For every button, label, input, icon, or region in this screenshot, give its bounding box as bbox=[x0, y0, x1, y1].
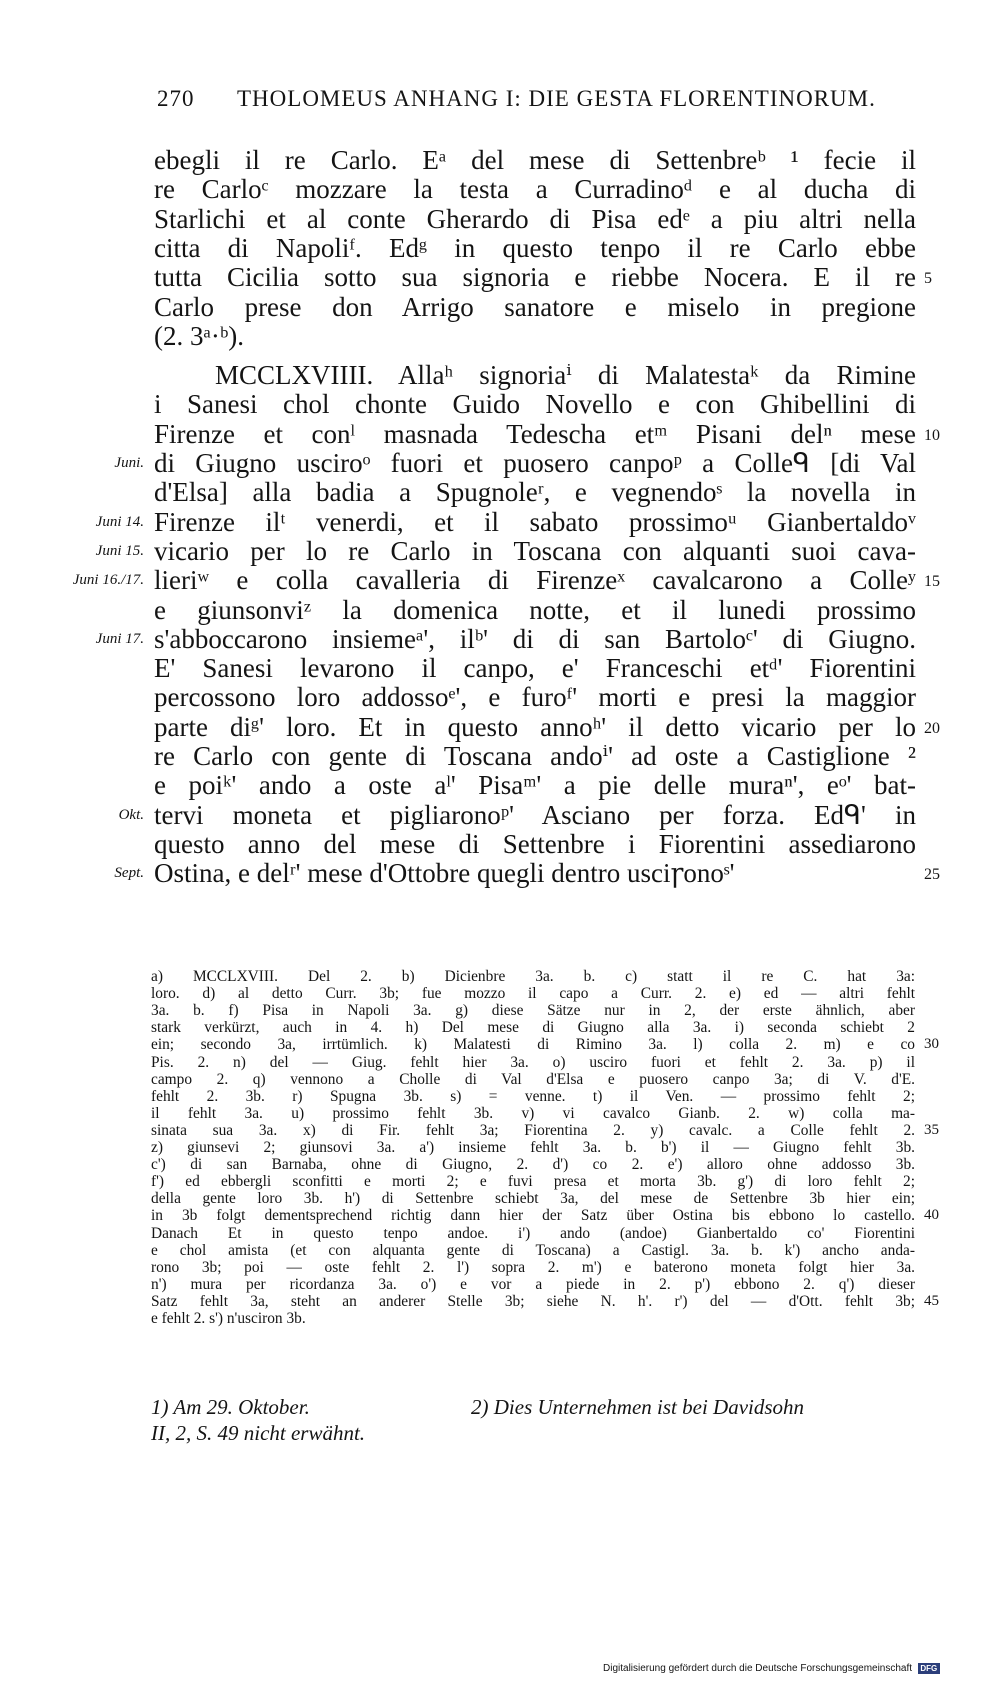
text-line: Firenze ilᵗ venerdi, et il sabato prossimoᵘ Gianbertaldoᵛ bbox=[154, 507, 916, 537]
margin-date-note: Okt. bbox=[118, 807, 144, 823]
text-line: vicario per lo re Carlo in Toscana con alquanti suoi cava- bbox=[154, 536, 916, 566]
line-number: 15 bbox=[924, 573, 940, 590]
text-line: d'Elsa] alla badia a Spugnoleʳ, e vegnendoˢ la novella in bbox=[154, 477, 916, 507]
text-line: e giunsonviᶻ la domenica notte, et il lunedi prossimo bbox=[154, 595, 916, 625]
apparatus-line: e fehlt 2. s') n'usciron 3b. bbox=[151, 1310, 306, 1327]
margin-date-note: Juni. bbox=[114, 455, 144, 471]
apparatus-line: Danach Et in questo tenpo andoe. i') ando (andoe) Gianbertaldo co' Fiorentini bbox=[151, 1225, 915, 1242]
text-line: re Carlo con gente di Toscana andoⁱ' ad oste a Castiglione ² bbox=[154, 741, 916, 771]
apparatus-line: c') di san Barnaba, ohne di Giugno, 2. d') co 2. e') alloro ohne addosso 3b. bbox=[151, 1156, 915, 1173]
footnote-1-continued: II, 2, S. 49 nicht erwähnt. bbox=[151, 1421, 366, 1445]
apparatus-line: f') ed ebbergli sconfitti e morti 2; e fuvi presa et morta 3b. g') di loro fehlt 2; bbox=[151, 1173, 915, 1190]
apparatus-line-number: 30 bbox=[924, 1036, 939, 1052]
digitization-credit bbox=[603, 1660, 993, 1678]
text-line: citta di Napoliᶠ. Edᵍ in questo tenpo il re Carlo ebbe bbox=[154, 233, 916, 263]
apparatus-line: stark verkürzt, auch in 4. h) Del mese di Giugno alla 3a. i) seconda schiebt 2 bbox=[151, 1019, 915, 1036]
margin-date-note: Juni 16./17. bbox=[72, 572, 144, 588]
apparatus-line: Satz fehlt 3a, steht an anderer Stelle 3b; siehe N. h'. r') del — d'Ott. fehlt 3b; bbox=[151, 1293, 915, 1310]
margin-date-note: Juni 14. bbox=[95, 514, 144, 530]
text-line: tutta Cicilia sotto sua signoria e riebbe Nocera. E il re bbox=[154, 262, 916, 292]
running-header bbox=[157, 86, 917, 116]
text-line: questo anno del mese di Settenbre i Fiorentini assediarono bbox=[154, 829, 916, 859]
text-line: Firenze et conˡ masnada Tedescha etᵐ Pisani delⁿ mese bbox=[154, 419, 916, 449]
text-line: tervi moneta et pigliaronoᵖ' Asciano per forza. Edᑫ' in bbox=[154, 800, 916, 830]
text-line: lieriʷ e colla cavalleria di Firenzeˣ cavalcarono a Colleʸ bbox=[154, 565, 916, 595]
text-line: e poiᵏ' ando a oste aˡ' Pisaᵐ' a pie delle muraⁿ', eᵒ' bat- bbox=[154, 770, 916, 800]
line-number: 25 bbox=[924, 866, 940, 883]
apparatus-line: loro. d) al detto Curr. 3b; fue mozzo il capo a Curr. 2. e) ed — altri fehlt bbox=[151, 985, 915, 1002]
apparatus-line: Pis. 2. n) del — Giug. fehlt hier 3a. o) usciro fuori et fehlt 2. 3a. p) il bbox=[151, 1054, 915, 1071]
apparatus-line: campo 2. q) vennono a Cholle di Val d'Elsa e puosero canpo 3a; di V. d'E. bbox=[151, 1071, 915, 1088]
apparatus-line-number: 35 bbox=[924, 1122, 939, 1138]
margin-date-note: Sept. bbox=[114, 865, 144, 881]
apparatus-line: a) MCCLXVIII. Del 2. b) Dicienbre 3a. b. c) statt il re C. hat 3a: bbox=[151, 968, 915, 985]
footnote-2: 2) Dies Unternehmen ist bei Davidsohn bbox=[471, 1395, 805, 1419]
text-line: di Giugno usciroᵒ fuori et puosero canpoᵖ a Colleᑫ [di Val bbox=[154, 448, 916, 478]
apparatus-line: n') mura per ricordanza 3a. o') e vor a piede in 2. p') ebbono 2. q') dieser bbox=[151, 1276, 915, 1293]
text-line: Ostina, e delʳ' mese d'Ottobre quegli dentro usciꞅonoˢ' bbox=[154, 858, 735, 888]
footnote-1: 1) Am 29. Oktober. bbox=[151, 1395, 310, 1419]
text-line: MCCLXVIIII. Allaʰ signoriaⁱ di Malatestaᵏ da Rimine bbox=[215, 360, 916, 390]
footnote-line bbox=[151, 1420, 915, 1446]
apparatus-line-number: 45 bbox=[924, 1293, 939, 1309]
apparatus-line: della gente loro 3b. h') di Settenbre schiebt 3a, del mese de Settenbre 3b hier ein; bbox=[151, 1190, 915, 1207]
text-line: s'abboccarono insiemeᵃ', ilᵇ' di di san Bartoloᶜ' di Giugno. bbox=[154, 624, 916, 654]
text-line: parte diᵍ' loro. Et in questo annoʰ' il detto vicario per lo bbox=[154, 712, 916, 742]
text-line: Starlichi et al conte Gherardo di Pisa edᵉ a piu altri nella bbox=[154, 204, 916, 234]
text-line: ebegli il re Carlo. Eᵃ del mese di Settenbreᵇ ¹ fecie il bbox=[154, 145, 916, 175]
apparatus-line-number: 40 bbox=[924, 1207, 939, 1223]
apparatus-line: in 3b folgt dementsprechend richtig dann hier der Satz über Ostina bis ebbono lo castello. bbox=[151, 1207, 915, 1224]
text-line: E' Sanesi levarono il canpo, e' Franceschi etᵈ' Fiorentini bbox=[154, 653, 916, 683]
apparatus-line: il fehlt 3a. u) prossimo fehlt 3b. v) vi cavalco Gianb. 2. w) colla ma- bbox=[151, 1105, 915, 1122]
text-line: (2. 3ᵃ·ᵇ). bbox=[154, 321, 244, 351]
text-line: i Sanesi chol chonte Guido Novello e con Ghibellini di bbox=[154, 389, 916, 419]
text-line: percossono loro addossoᵉ', e furoᶠ' morti e presi la maggior bbox=[154, 682, 916, 712]
apparatus-line: e chol amista (et con alquanta gente di Toscana) a Castigl. 3a. b. k') ancho anda- bbox=[151, 1242, 915, 1259]
apparatus-line: sinata sua 3a. x) di Fir. fehlt 3a; Fiorentina 2. y) cavalc. a Colle fehlt 2. bbox=[151, 1122, 915, 1139]
line-number: 5 bbox=[924, 270, 932, 287]
apparatus-line: 3a. b. f) Pisa in Napoli 3a. g) diese Sätze nur in 2, der erste ähnlich, aber bbox=[151, 1002, 915, 1019]
line-number: 10 bbox=[924, 427, 940, 444]
text-line: re Carloᶜ mozzare la testa a Curradinoᵈ e al ducha di bbox=[154, 174, 916, 204]
line-number: 20 bbox=[924, 720, 940, 737]
apparatus-line: ein; secondo 3a, irrtümlich. k) Malatesti di Rimino 3a. l) colla 2. m) e co bbox=[151, 1036, 915, 1053]
margin-date-note: Juni 17. bbox=[95, 631, 144, 647]
apparatus-line: rono 3b; poi — oste fehlt 2. l') sopra 2. m') e baterono moneta folgt hier 3a. bbox=[151, 1259, 915, 1276]
credit-text: Digitalisierung gefördert durch die Deutsche Forschungsgemeinschaft bbox=[603, 1663, 913, 1674]
apparatus-line: fehlt 2. 3b. r) Spugna 3b. s) = venne. t) il Ven. — prossimo fehlt 2; bbox=[151, 1088, 915, 1105]
margin-date-note: Juni 15. bbox=[95, 543, 144, 559]
text-line: Carlo prese don Arrigo sanatore e miselo in pregione bbox=[154, 292, 916, 322]
footnote-line bbox=[151, 1394, 915, 1420]
page-number: 270 bbox=[157, 86, 195, 111]
running-title: THOLOMEUS ANHANG I: DIE GESTA FLORENTINORUM. bbox=[237, 86, 876, 111]
apparatus-line: z) giunsevi 2; giunsovi 3a. a') insieme fehlt 3a. b. b') il — Giugno fehlt 3b. bbox=[151, 1139, 915, 1156]
dfg-logo: DFG bbox=[918, 1663, 940, 1674]
